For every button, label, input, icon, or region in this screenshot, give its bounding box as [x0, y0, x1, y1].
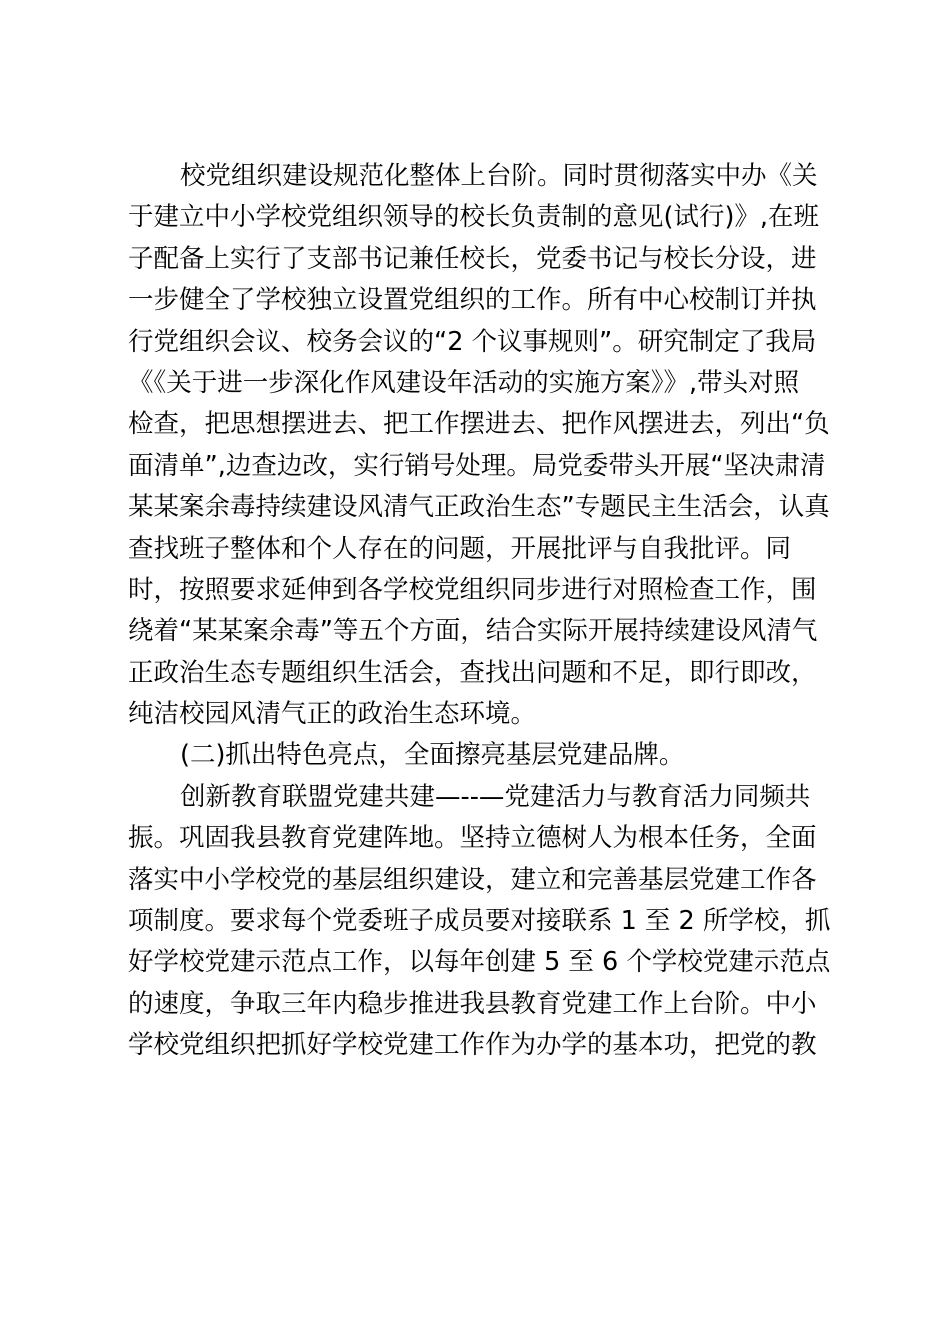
- paragraph-line: 子配备上实行了支部书记兼任校长，党委书记与校长分设，进: [128, 243, 817, 274]
- paragraph-line: 时，按照要求延伸到各学校党组织同步进行对照检查工作，围: [128, 574, 817, 605]
- paragraph-line: 于建立中小学校党组织领导的校长负责制的意见(试行)》,在班: [128, 202, 820, 233]
- paragraph-line: 查找班子整体和个人存在的问题，开展批评与自我批评。同: [128, 533, 792, 564]
- paragraph-line: 绕着“某某案余毒”等五个方面，结合实际开展持续建设风清气: [128, 616, 818, 647]
- paragraph-line: 面清单”,边查边改，实行销号处理。局党委带头开展“坚决肃清: [128, 450, 826, 481]
- paragraph-line: 纯洁校园风清气正的政治生态环境。: [128, 699, 537, 730]
- paragraph-line: 某某案余毒持续建设风清气正政治生态”专题民主生活会，认真: [128, 492, 830, 523]
- paragraph-line: 学校党组织把抓好学校党建工作作为办学的基本功，把党的教: [128, 1030, 817, 1061]
- paragraph-line: 校党组织建设规范化整体上台阶。同时贯彻落实中办《关: [180, 161, 818, 191]
- paragraph-line: 检查，把思想摆进去、把工作摆进去、把作风摆进去，列出“负: [128, 409, 830, 440]
- paragraph-line: 的速度，争取三年内稳步推进我县教育党建工作上台阶。中小: [128, 988, 817, 1019]
- paragraph-line: 项制度。要求每个党委班子成员要对接联系 1 至 2 所学校，抓: [128, 906, 831, 937]
- paragraph-line: 创新教育联盟党建共建—--—党建活力与教育活力同频共: [180, 781, 811, 812]
- paragraph-line: 落实中小学校党的基层组织建设，建立和完善基层党建工作各: [128, 864, 817, 895]
- document-body: [128, 156, 831, 1067]
- paragraph-line: 《《关于进一步深化作风建设年活动的实施方案》》,带头对照: [128, 367, 800, 398]
- paragraph-line: 正政治生态专题组织生活会，查找出问题和不足，即行即改，: [128, 657, 817, 688]
- paragraph-line: 一步健全了学校独立设置党组织的工作。所有中心校制订并执: [128, 285, 817, 316]
- section-heading: (二)抓出特色亮点，全面擦亮基层党建品牌。: [180, 740, 685, 771]
- paragraph-line: 行党组织会议、校务会议的“2 个议事规则”。研究制定了我局: [128, 326, 817, 357]
- paragraph-line: 振。巩固我县教育党建阵地。坚持立德树人为根本任务，全面: [128, 823, 817, 854]
- paragraph-line: 好学校党建示范点工作，以每年创建 5 至 6 个学校党建示范点: [128, 947, 831, 978]
